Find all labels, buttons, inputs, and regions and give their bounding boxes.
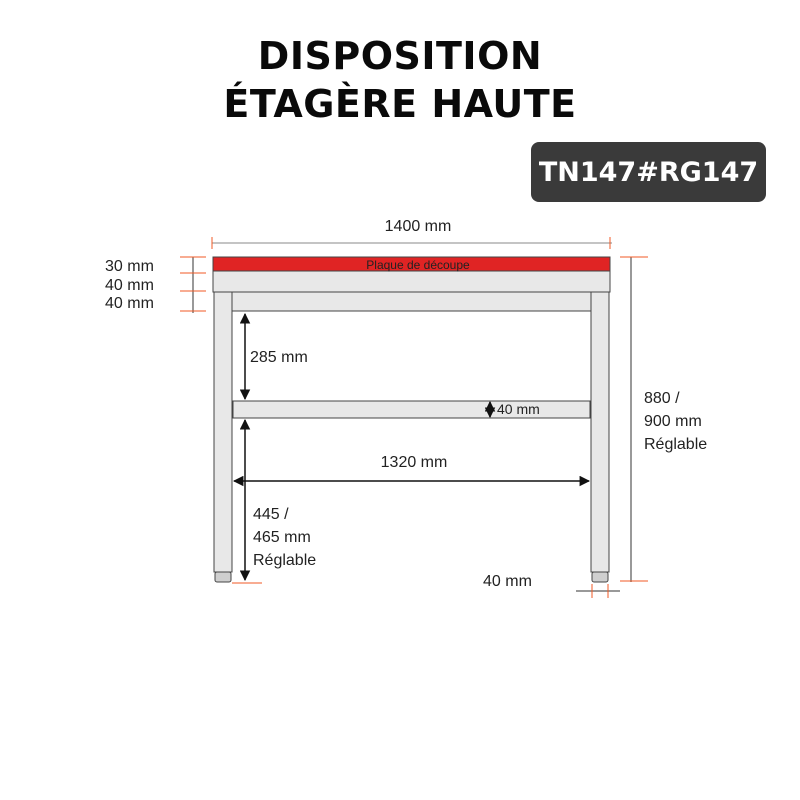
total-height-line-1: 880 / (644, 390, 680, 407)
top-rail (232, 292, 591, 311)
cutting-board-label: Plaque de découpe (366, 258, 470, 272)
total-height-line-3: Réglable (644, 436, 708, 453)
top-thickness-label: 40 mm (105, 277, 154, 294)
upper-gap-label: 285 mm (250, 349, 308, 366)
shelf-height-line-1: 445 / (253, 506, 289, 523)
shelf-thickness-label: 40 mm (497, 401, 540, 417)
shelf-height-line-2: 465 mm (253, 529, 311, 546)
table-top (213, 271, 610, 292)
rail-thickness-label: 40 mm (105, 295, 154, 312)
shelf-height-line-3: Réglable (253, 552, 317, 569)
left-leg (214, 292, 232, 572)
right-foot (592, 572, 608, 582)
leg-width-label: 40 mm (483, 573, 532, 590)
title-line-2: ÉTAGÈRE HAUTE (223, 82, 577, 126)
title-line-1: DISPOSITION (257, 34, 543, 78)
right-leg (591, 292, 609, 572)
total-height-line-2: 900 mm (644, 413, 702, 430)
left-foot (215, 572, 231, 582)
inner-width-label: 1320 mm (380, 454, 448, 471)
reference-badge: TN147#RG147 (531, 142, 766, 202)
width-total-label: 1400 mm (384, 218, 452, 235)
board-thickness-label: 30 mm (105, 258, 154, 275)
